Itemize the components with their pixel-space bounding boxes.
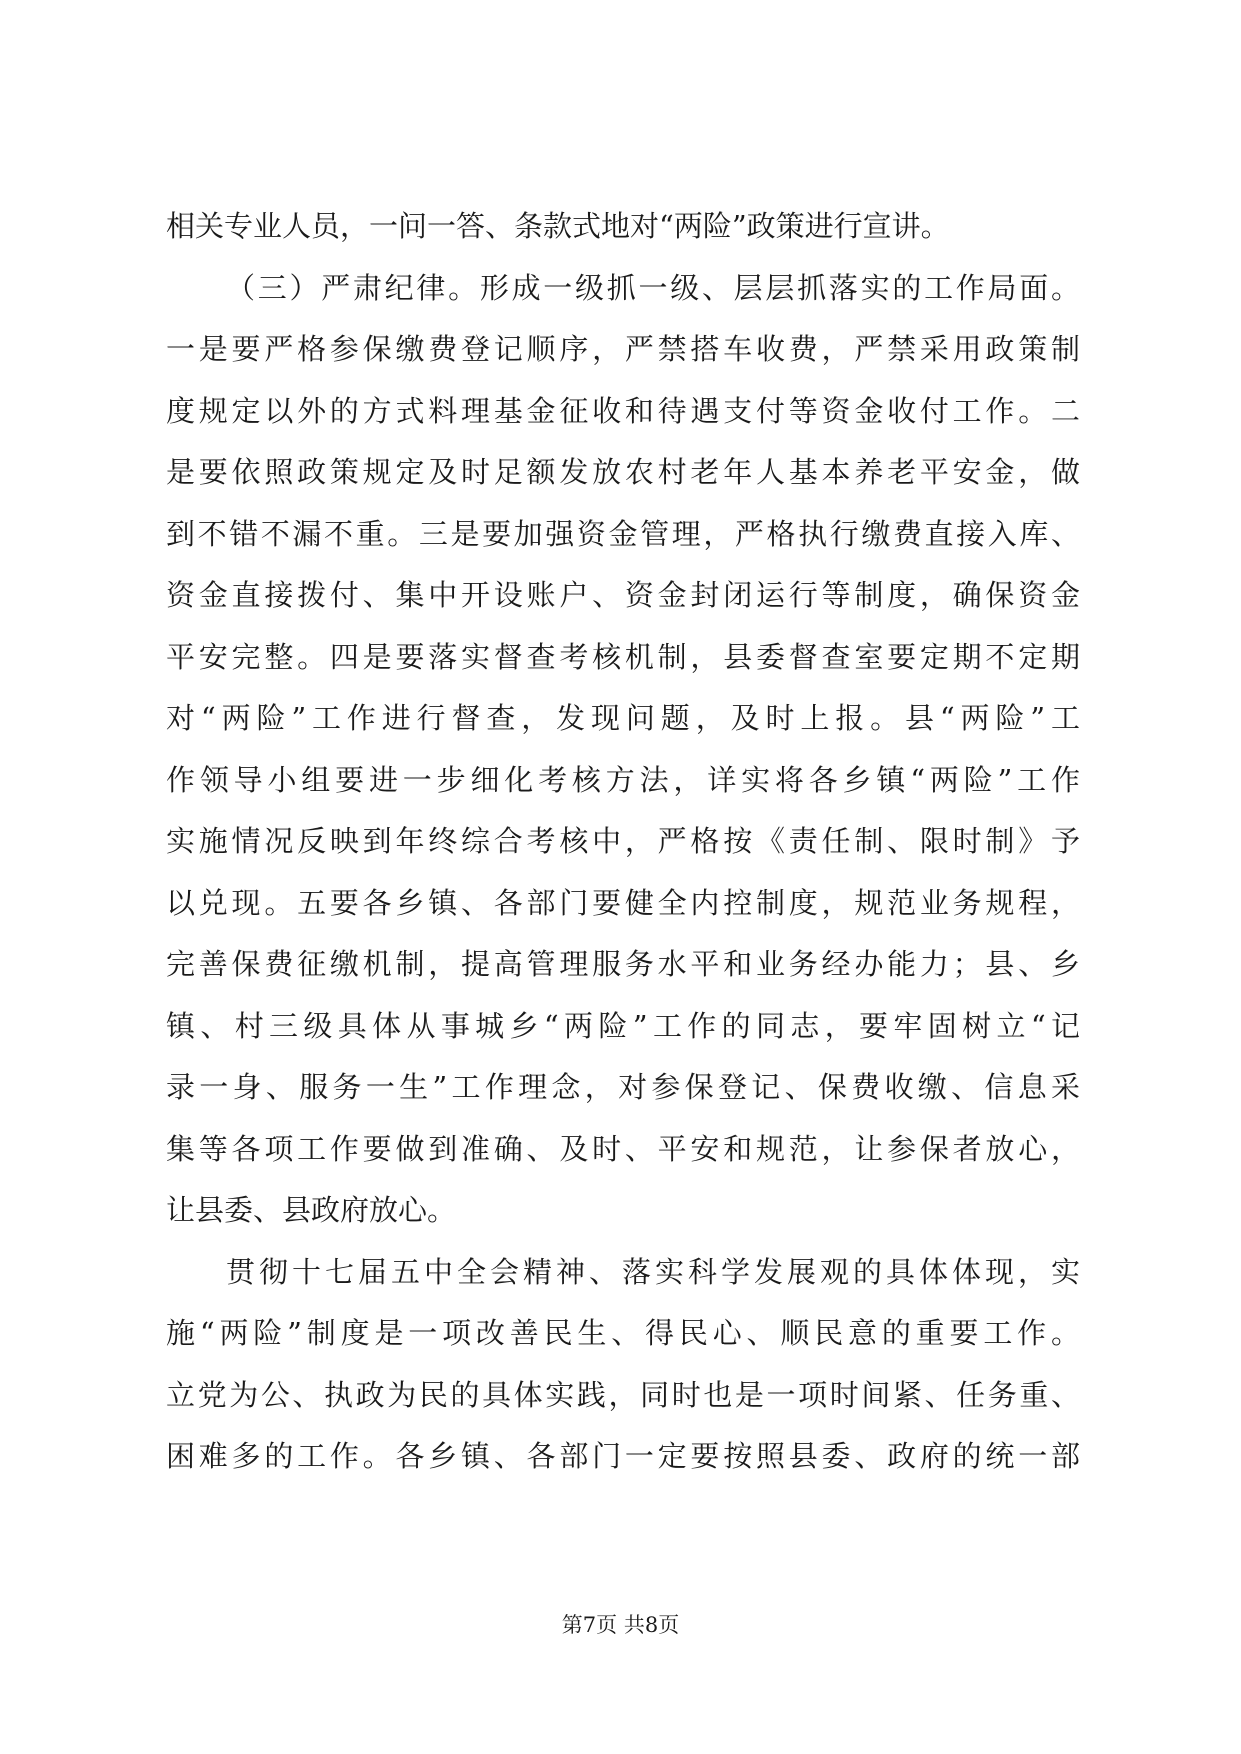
paragraph	[166, 196, 1080, 258]
text-line: 相关专业人员，一问一答、条款式地对“两险”政策进行宣讲。	[166, 209, 950, 243]
paragraph	[166, 258, 1080, 1242]
text-line: 实施情况反映到年终综合考核中，严格按《责任制、限时制》予	[166, 824, 1080, 858]
text-line: 集等各项工作要做到准确、及时、平安和规范，让参保者放心，	[166, 1131, 1080, 1166]
text-line: （三）严肃纪律。形成一级抓一级、层层抓落实的工作局面。	[226, 270, 1080, 305]
text-line: 录一身、服务一生”工作理念，对参保登记、保费收缴、信息采	[166, 1070, 1080, 1104]
text-line: 是要依照政策规定及时足额发放农村老年人基本养老平安金，做	[166, 455, 1080, 489]
text-line: 作领导小组要进一步细化考核方法，详实将各乡镇“两险”工作	[166, 762, 1080, 797]
text-line: 立党为公、执政为民的具体实践，同时也是一项时间紧、任务重、	[166, 1377, 1080, 1412]
text-line: 平安完整。四是要落实督查考核机制，县委督查室要定期不定期	[166, 639, 1080, 674]
text-line: 一是要严格参保缴费登记顺序，严禁搭车收费，严禁采用政策制	[166, 332, 1080, 366]
text-line: 对“两险”工作进行督查，发现问题，及时上报。县“两险”工	[166, 701, 1080, 735]
page-number-footer: 第7页 共8页	[561, 1613, 680, 1637]
text-line: 到不错不漏不重。三是要加强资金管理，严格执行缴费直接入库、	[166, 516, 1080, 551]
text-line: 以兑现。五要各乡镇、各部门要健全内控制度，规范业务规程，	[166, 885, 1080, 920]
text-line: 度规定以外的方式料理基金征收和待遇支付等资金收付工作。二	[166, 393, 1080, 428]
document-body	[166, 196, 1080, 1488]
text-line: 困难多的工作。各乡镇、各部门一定要按照县委、政府的统一部	[166, 1439, 1080, 1473]
text-line: 让县委、县政府放心。	[166, 1193, 457, 1227]
text-line: 施“两险”制度是一项改善民生、得民心、顺民意的重要工作。	[166, 1316, 1080, 1350]
text-line: 完善保费征缴机制，提高管理服务水平和业务经办能力；县、乡	[166, 947, 1080, 981]
text-line: 贯彻十七届五中全会精神、落实科学发展观的具体体现，实	[226, 1254, 1080, 1289]
text-line: 资金直接拨付、集中开设账户、资金封闭运行等制度，确保资金	[166, 578, 1080, 612]
text-line: 镇、村三级具体从事城乡“两险”工作的同志，要牢固树立“记	[166, 1008, 1080, 1043]
paragraph	[166, 1242, 1080, 1488]
